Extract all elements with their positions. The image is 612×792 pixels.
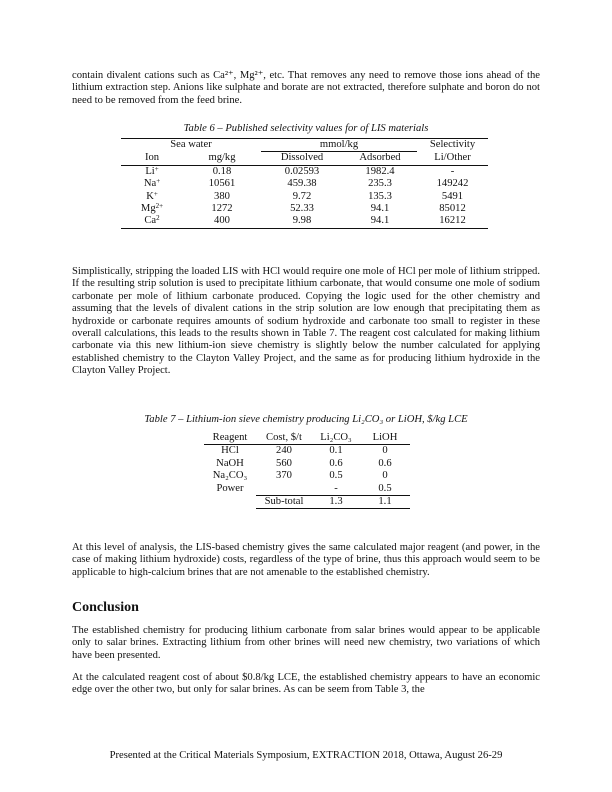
table-cell: 1982.4: [365, 165, 395, 177]
table-cell: 560: [276, 457, 292, 469]
table-cell: 9.98: [292, 215, 312, 227]
table-cell-empty: [204, 496, 256, 509]
table-cell: 0.02593: [284, 165, 320, 177]
table6-group-seawater: Sea water: [170, 139, 212, 151]
table7-col-cost: Cost, $/t: [266, 432, 302, 443]
table6-col-adsorbed: Adsorbed: [359, 152, 401, 164]
table6-col-ion: Ion: [144, 152, 160, 164]
table-cell: 0.5: [329, 470, 343, 482]
paragraph-stripping: Simplistically, stripping the loaded LIS with HCl would require one mole of HCl per mole of lithium stripped. If the resulting strip solution is used to precipitate lithium carbonate, that would consume one mole of sodium carbonate per mole of lithium carbonate produced. Copying the logic used for the other chemistry and assuming that the levels of divalent cations in the strip solution are low enough that precipitating them as hydroxide or carbonate requires amounts of sodium hydroxide and carbonate too small to register in these overall calculations, this leads to the results shown in Table 7. The reagent cost calculated for making lithium carbonate via this new lithium-ion sieve chemistry is slightly below the number calculated for applying established chemistry to the Clayton Valley Project, and the same as for producing lithium hydroxide in the Clayton Valley Project.: [72, 266, 540, 377]
table7: [204, 432, 410, 509]
table6-ion-cell: Na+: [143, 177, 161, 190]
table-cell: NaOH: [216, 457, 244, 469]
table-cell: Na₂CO₃: [212, 470, 248, 482]
table-cell: -: [450, 165, 455, 177]
table7-col-li2co3: Li₂CO₃: [320, 432, 352, 443]
table-row: [121, 215, 488, 228]
table6-col-dissolved: Dissolved: [280, 152, 324, 164]
table-cell: 94.1: [370, 203, 390, 215]
table-row: [204, 445, 410, 458]
table-cell: -: [334, 482, 338, 494]
table7-subtotal-lioh: 1.1: [360, 496, 410, 509]
table7-col-lioh: LiOH: [372, 432, 398, 443]
table6: [121, 138, 488, 229]
table-cell: Power: [216, 482, 244, 494]
table-cell: [256, 483, 312, 496]
table-cell: 240: [276, 445, 292, 457]
table-cell: 149242: [436, 178, 469, 190]
table-row: [204, 483, 410, 496]
table-cell: 380: [214, 190, 230, 202]
table-cell: 0.6: [329, 457, 343, 469]
table-cell: 459.38: [287, 178, 317, 190]
table-cell: 10561: [208, 178, 236, 190]
table-cell: 9.72: [292, 190, 312, 202]
table7-subtotal-label: Sub-total: [256, 496, 312, 509]
table-cell: 0.6: [378, 457, 392, 469]
table-cell: HCl: [221, 445, 239, 457]
table-cell: 0.1: [329, 445, 343, 457]
paragraph-analysis: At this level of analysis, the LIS-based chemistry gives the same calculated major reagent (and power, in the case of making lithium hydroxide) costs, regardless of the type of brine, thus this approach would seem to be applicable to high-calcium brines that are not amenable to the established chemistry.: [72, 542, 540, 578]
table6-ion-cell: Ca$^2$: [144, 214, 160, 227]
table-cell: 16212: [439, 215, 466, 227]
table6-ion-cell: Li+: [145, 164, 159, 177]
table-cell: 0: [382, 470, 388, 482]
table-cell: 94.1: [370, 215, 390, 227]
table-cell: 1272: [211, 203, 233, 215]
table-row: [121, 165, 488, 178]
section-heading-conclusion: Conclusion: [72, 600, 139, 615]
paragraph-intro: contain divalent cations such as Ca²⁺, Mg²⁺, etc. That removes any need to remove those ions ahead of the lithium extraction step. Anions like sulphate and borate are not extracted, therefore sulphate and boron do not need to be removed from the feed brine.: [72, 70, 540, 106]
table-cell: 85012: [439, 203, 466, 215]
table-cell: 5491: [441, 190, 464, 202]
table6-col-mgkg: mg/kg: [208, 152, 236, 164]
table-row: [204, 470, 410, 482]
table-cell: 0.5: [378, 482, 392, 494]
table-cell: 235.3: [368, 178, 392, 190]
table6-group-mmol: mmol/kg: [261, 139, 417, 152]
table-row: [121, 203, 488, 215]
table7-col-reagent: Reagent: [212, 432, 248, 443]
table-cell: 400: [214, 215, 230, 227]
table-row: [204, 458, 410, 470]
paragraph-conclusion-2: At the calculated reagent cost of about $0.8/kg LCE, the established chemistry appears to have an economic edge over the other two, but only for salar brines. As can be seem from Table 3, the: [72, 672, 540, 696]
table7-caption: Table 7 – Lithium-ion sieve chemistry producing Li₂CO₃ or LiOH, $/kg LCE: [144, 414, 468, 425]
table-cell: 370: [276, 470, 292, 482]
table-cell: 0.18: [212, 165, 232, 177]
table6-col-selectivity: Selectivity: [429, 139, 476, 151]
page-footer: Presented at the Critical Materials Symposium, EXTRACTION 2018, Ottawa, August 26-29: [109, 750, 503, 761]
table-cell: 135.3: [368, 190, 392, 202]
table-row: [121, 178, 488, 190]
table6-ion-cell: K+: [146, 189, 158, 202]
paragraph-conclusion-1: The established chemistry for producing lithium carbonate from salar brines would appear to be applicable only to salar brines. Extracting lithium from other brines will need new chemistry, two variations of which have been presented.: [72, 625, 540, 661]
table6-ion-cell: $Mg^{2+}$: [140, 202, 164, 215]
table-row: [121, 191, 488, 203]
table6-col-liother: Li/Other: [434, 152, 471, 164]
table6-caption: Table 6 – Published selectivity values for of LIS materials: [183, 123, 429, 134]
table7-subtotal-row: [204, 496, 410, 509]
table-cell: 0: [382, 445, 388, 457]
table7-subtotal-li2co3: 1.3: [312, 496, 360, 509]
table-cell: 52.33: [290, 203, 314, 215]
